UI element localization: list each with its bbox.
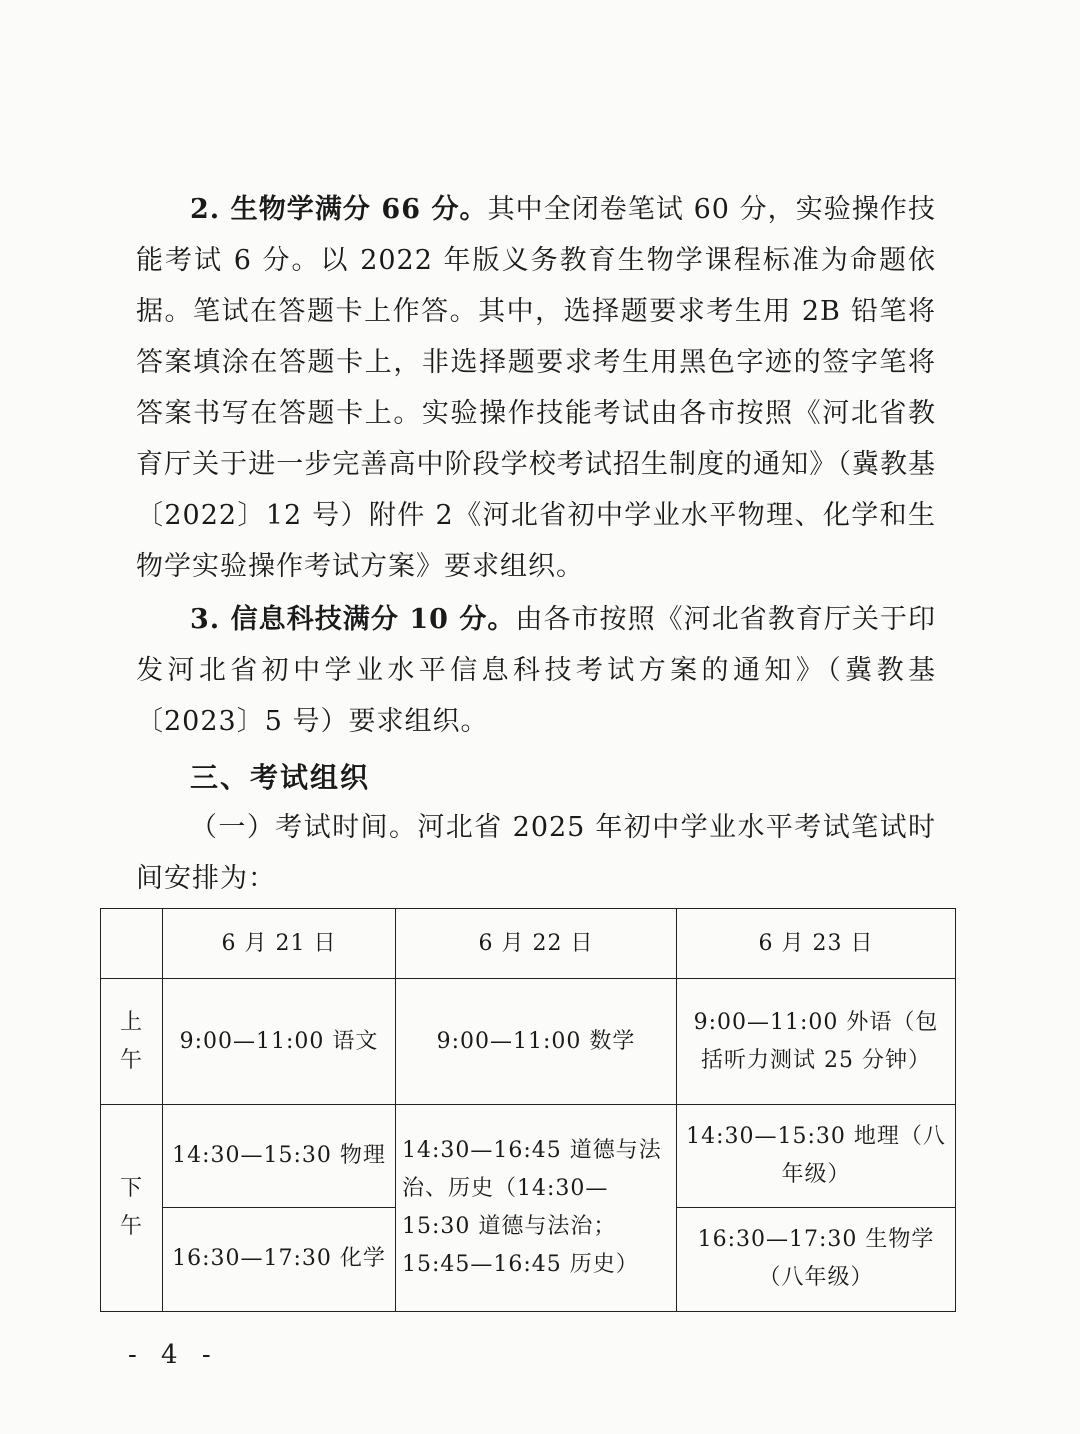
morning-label [101,979,163,1105]
paragraph-biology [136,184,936,592]
afternoon-june-23-geography: 14:30—15:30 地理（八年级） [677,1105,956,1207]
afternoon-row-1 [101,1105,956,1207]
afternoon-june-21-physics: 14:30—15:30 物理 [163,1105,396,1207]
biology-body: 其中全闭卷笔试 60 分，实验操作技能考试 6 分。以 2022 年版义务教育生物学课程标准为命题依据。笔试在答题卡上作答。其中，选择题要求考生用 2B 铅笔将答案填涂在答题卡上，非选择题要求考生用黑色字迹的签字笔将答案书写在答题卡上。实验操作技能考试由各市按照《河北省教育厅关于进一步完善高中阶段学校考试招生制度的通知》（冀教基〔2022〕12 号）附件 2《河北省初中学业水平物理、化学和生物学实验操作考试方案》要求组织。 [136,194,936,582]
paragraph-exam-time: （一）考试时间。河北省 2025 年初中学业水平考试笔试时间安排为： [136,812,936,894]
morning-label-text: 上午 [119,1009,143,1073]
afternoon-june-23-biology: 16:30—17:30 生物学（八年级） [677,1207,956,1311]
morning-june-21: 9:00—11:00 语文 [163,979,396,1105]
section-heading: 三、考试组织 [190,761,371,794]
morning-june-22: 9:00—11:00 数学 [396,979,677,1105]
header-june-22: 6 月 22 日 [396,909,677,979]
it-heading: 3. 信息科技满分 10 分。 [190,604,516,635]
afternoon-june-21-chemistry: 16:30—17:30 化学 [163,1207,396,1311]
table-header-row [101,909,956,979]
corner-cell [101,909,163,979]
header-june-21: 6 月 21 日 [163,909,396,979]
morning-june-23: 9:00—11:00 外语（包括听力测试 25 分钟） [677,979,956,1105]
it-body: 由各市按照《河北省教育厅关于印发河北省初中学业水平信息科技考试方案的通知》（冀教基〔2023〕5 号）要求组织。 [136,604,936,737]
afternoon-label-text: 下午 [119,1176,143,1240]
biology-heading: 2. 生物学满分 66 分。 [190,194,488,225]
exam-schedule-table [100,908,956,1312]
afternoon-label [101,1105,163,1312]
page-number: - 4 - [128,1340,219,1370]
header-june-23: 6 月 23 日 [677,909,956,979]
paragraph-it [136,594,936,747]
morning-row [101,979,956,1105]
afternoon-june-22: 14:30—16:45 道德与法治、历史（14:30—15:30 道德与法治；15:45—16:45 历史） [396,1105,677,1312]
